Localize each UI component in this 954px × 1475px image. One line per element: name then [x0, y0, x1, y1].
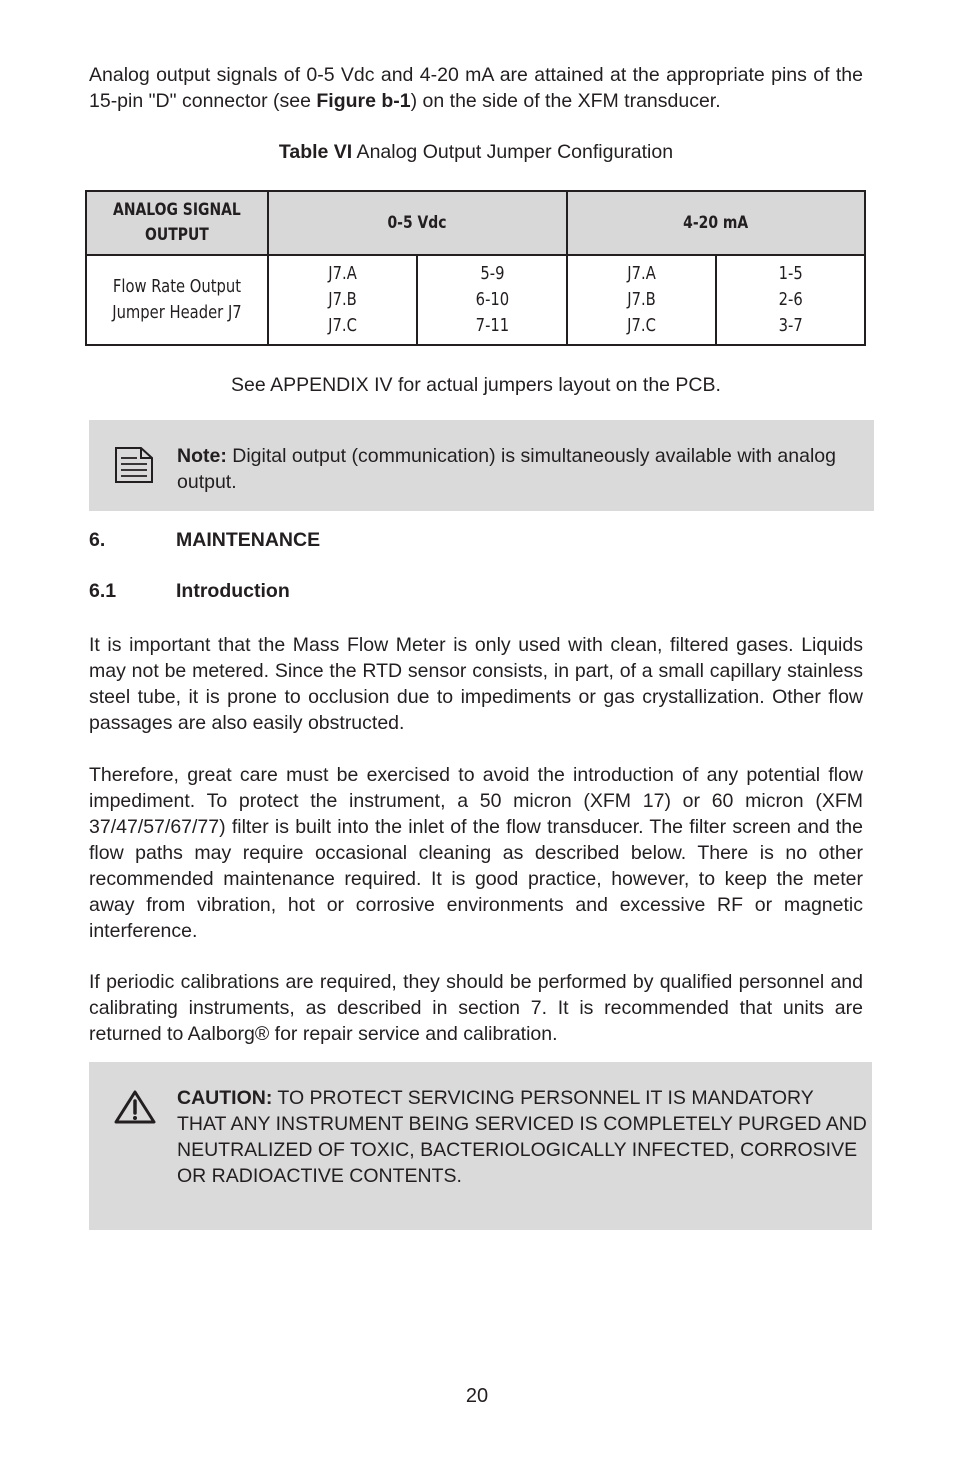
- vdc-jumper-b: J7.B: [328, 289, 357, 310]
- vdc-pin-a: 5-9: [479, 263, 505, 284]
- intro-paragraph: [89, 62, 863, 114]
- table-caption: [89, 139, 863, 165]
- header-analog-signal-output: [86, 191, 268, 255]
- section-title: MAINTENANCE: [176, 529, 321, 551]
- note-box: [89, 420, 874, 511]
- ma-pins-cell: [716, 255, 865, 345]
- intro-text-b: ) on the side of the XFM transducer.: [410, 90, 721, 112]
- row-label-cell: [86, 255, 268, 345]
- subsection-title: Introduction: [176, 580, 290, 602]
- ma-jumpers-cell: [567, 255, 717, 345]
- table-header-row: [86, 191, 865, 255]
- row-label-line2: Jumper Header J7: [112, 302, 242, 323]
- vdc-jumpers-cell: [268, 255, 418, 345]
- ma-jumper-a: J7.A: [627, 263, 656, 284]
- header-4-20-ma: [567, 191, 865, 255]
- intro-text-a: Analog output signals of 0-5 Vdc and 4-20 mA are attained at the appropriate pins of the 15-pin "D" connector (see: [89, 64, 863, 112]
- table-caption-text: Analog Output Jumper Configuration: [352, 141, 674, 163]
- vdc-pin-b: 6-10: [475, 289, 509, 310]
- table-caption-label: Table VI: [278, 141, 353, 163]
- vdc-pins-cell: [417, 255, 567, 345]
- header-col1-line2: OUTPUT: [144, 225, 209, 245]
- header-col1-line1: ANALOG SIGNAL: [112, 200, 241, 220]
- subsection-number: 6.1: [89, 580, 117, 602]
- manual-page: [89, 62, 867, 1187]
- caution-label: CAUTION:: [177, 1087, 273, 1109]
- caution-body: TO PROTECT SERVICING PERSONNEL IT IS MANDATORY THAT ANY INSTRUMENT BEING SERVICED IS COMPLETELY PURGED AND NEUTRALIZED OF TOXIC, BACTERIOLOGICALLY INFECTED, CORROSIVE OR RADIOACTIVE CONTENTS.: [177, 1087, 867, 1187]
- note-text: [177, 443, 857, 495]
- caution-text: [177, 1085, 867, 1189]
- row-label-line1: Flow Rate Output: [112, 276, 241, 297]
- body-paragraph-3: If periodic calibrations are required, they should be performed by qualified personnel and calibrating instruments, as described in section 7. It is recommended that units are returned to Aalborg® for repair service and calibration.: [89, 971, 863, 1045]
- header-0-5-vdc: [268, 191, 567, 255]
- warning-triangle-icon: [113, 1089, 157, 1130]
- ma-pin-c: 3-7: [778, 315, 803, 336]
- vdc-pin-c: 7-11: [475, 315, 509, 336]
- vdc-jumper-c: J7.C: [328, 315, 357, 336]
- ma-jumper-c: J7.C: [627, 315, 656, 336]
- page-number: 20: [465, 1385, 489, 1407]
- ma-pin-a: 1-5: [778, 263, 803, 284]
- note-label: Note:: [177, 445, 227, 467]
- note-body: Digital output (communication) is simultaneously available with analog output.: [177, 445, 836, 493]
- jumper-config-table: [85, 190, 866, 346]
- ma-jumper-b: J7.B: [627, 289, 656, 310]
- figure-reference: Figure b-1: [316, 90, 411, 112]
- vdc-jumper-a: J7.A: [328, 263, 357, 284]
- header-col3-text: 4-20 mA: [683, 212, 749, 233]
- section-number: 6.: [89, 529, 106, 551]
- table-row: [86, 255, 865, 345]
- note-document-icon: [114, 446, 154, 489]
- subsection-heading: [89, 580, 290, 603]
- ma-pin-b: 2-6: [778, 289, 803, 310]
- see-appendix-text: See APPENDIX IV for actual jumpers layout on the PCB.: [231, 374, 721, 396]
- body-paragraph-2: Therefore, great care must be exercised to avoid the introduction of any potential flow impediment. To protect the instrument, a 50 micron (XFM 17) or 60 micron (XFM 37/47/57/67/77) filter is built into the inlet of the flow transducer. The filter screen and the flow paths may require occasional cleaning as described below. There is no other recommended maintenance required. It is good practice, however, to keep the meter away from vibration, hot or corrosive environments and excessive RF or magnetic interference.: [89, 764, 863, 942]
- header-col2-text: 0-5 Vdc: [387, 212, 447, 233]
- section-heading: [89, 529, 320, 552]
- caution-box: [89, 1062, 872, 1230]
- body-paragraph-1: It is important that the Mass Flow Meter is only used with clean, filtered gases. Liquids may not be metered. Since the RTD sensor consists, in part, of a small capillary stainless steel tube, it is prone to occlusion due to impediments or gas crystallization. Other flow passages are also easily obstructed.: [89, 634, 863, 734]
